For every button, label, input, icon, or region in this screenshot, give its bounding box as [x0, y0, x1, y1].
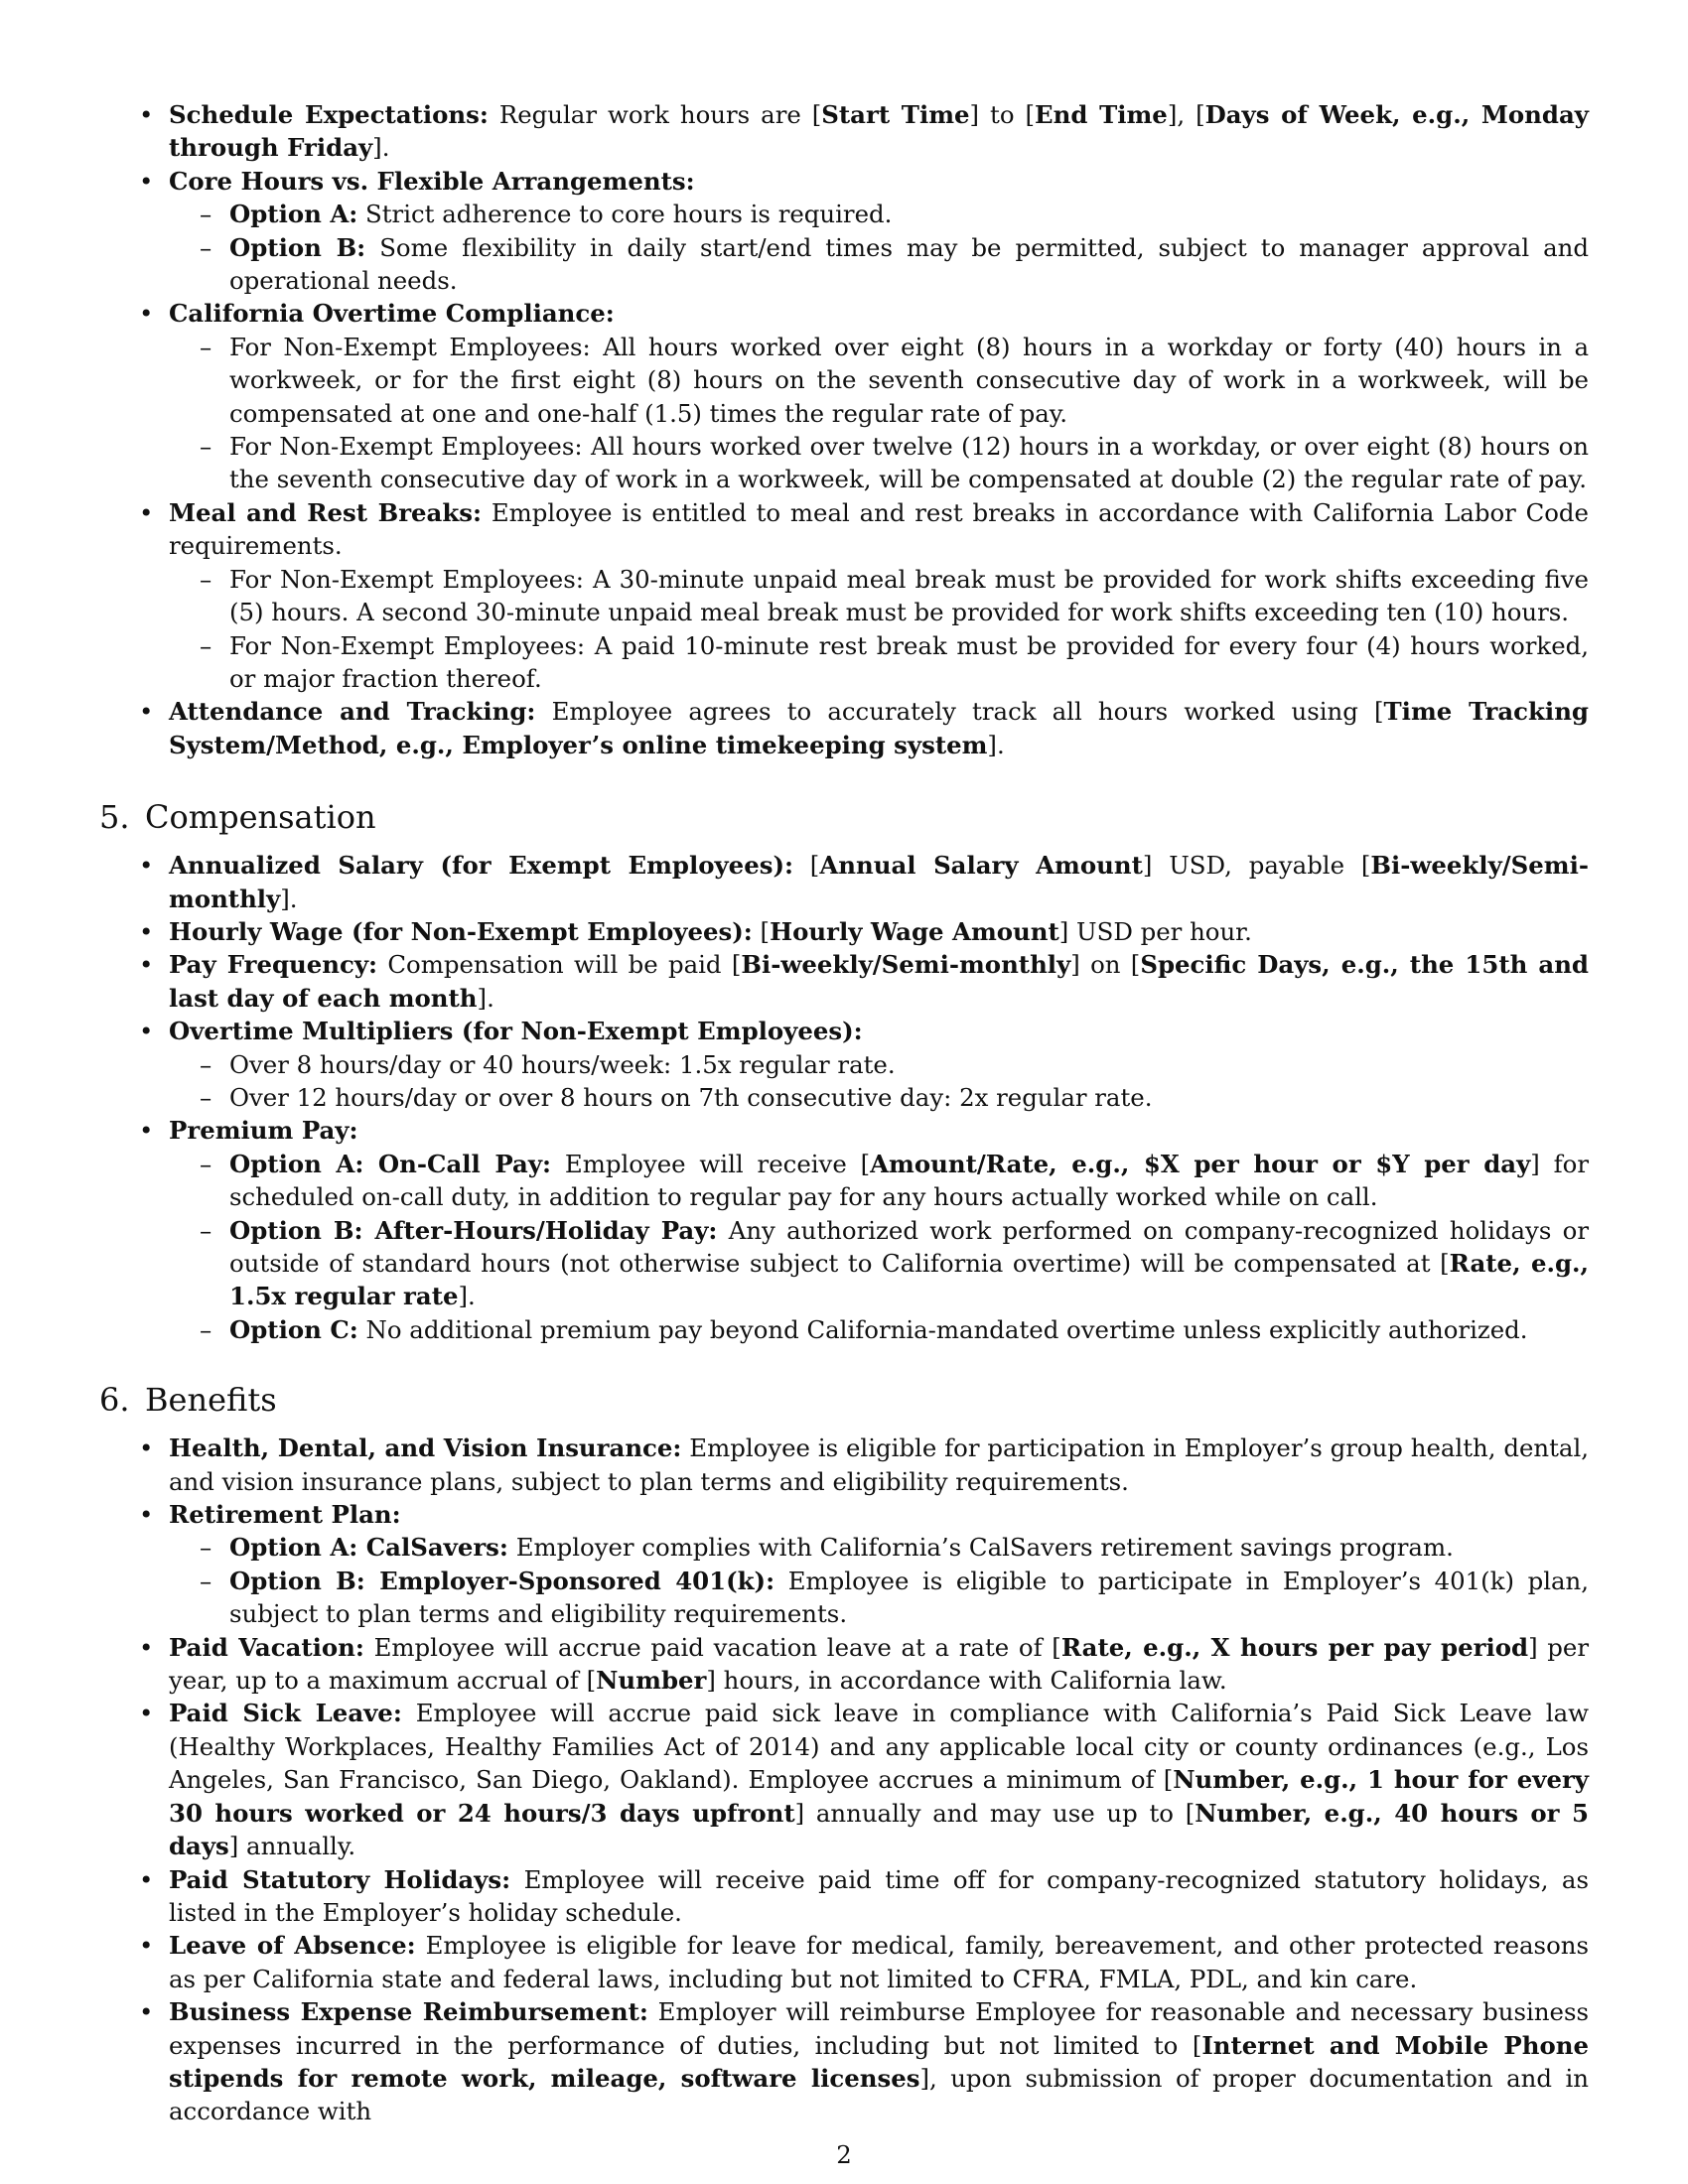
list-item [169, 1498, 1589, 1631]
placeholder-field: Number, e.g., 1 hour for every 30 hours worked or 24 hours/3 days upfront [169, 1765, 1589, 1828]
placeholder-field: Annual Salary Amount [819, 851, 1143, 881]
list-item [169, 1114, 1589, 1346]
item-label: Core Hours vs. Flexible Arrangements: [169, 166, 695, 196]
list-item: • Paid Statutory Holidays: Employee will receive paid time off for company-recognized statutory holidays, as listed in the Employer’s holiday schedule. [169, 1863, 1589, 1930]
sub-list-item: – Over 12 hours/day or over 8 hours on 7th consecutive day: 2x regular rate. [229, 1081, 1589, 1114]
item-label: Hourly Wage (for Non-Exempt Employees): [169, 916, 753, 946]
sub-list-item: – For Non-Exempt Employees: All hours worked over eight (8) hours in a workday or forty (40) hours in a workweek, or for the first eight (8) hours on the seventh consecutive day of work in a workweek, will be compensated at one and one-half (1.5) times the regular rate of pay. [229, 331, 1589, 430]
item-label: Overtime Multipliers (for Non-Exempt Employees): [169, 1017, 863, 1046]
list-item: • Pay Frequency: Compensation will be paid [Bi-weekly/Semi-monthly] on [Specific Days, e.g., the 15th and last day of each month]. [169, 948, 1589, 1015]
list-item: • Health, Dental, and Vision Insurance: Employee is eligible for participation in Employer’s group health, dental, and vision insurance plans, subject to plan terms and eligibility requirements. [169, 1432, 1589, 1498]
benefits-list [99, 1432, 1589, 2128]
list-item: • Business Expense Reimbursement: Employer will reimburse Employee for reasonable and necessary business expenses incurred in the performance of duties, including but not limited to [Internet and Mobile Phone stipends for remote work, mileage, software licenses], upon submission of proper documentation and in accordance with [169, 1995, 1589, 2128]
schedule-list [99, 98, 1589, 761]
list-item: • Schedule Expectations: Regular work hours are [Start Time] to [End Time], [Days of Week, e.g., Monday through Friday]. [169, 98, 1589, 165]
list-item: • Leave of Absence: Employee is eligible for leave for medical, family, bereavement, and other protected reasons as per California state and federal laws, including but not limited to CFRA, FMLA, PDL, and kin care. [169, 1929, 1589, 1995]
sub-list [169, 563, 1589, 696]
list-item: • Hourly Wage (for Non-Exempt Employees): [Hourly Wage Amount] USD per hour. [169, 915, 1589, 948]
compensation-list [99, 849, 1589, 1346]
item-label: Retirement Plan: [169, 1500, 401, 1530]
sub-list-item: – Option B: Some flexibility in daily start/end times may be permitted, subject to manager approval and operational needs. [229, 231, 1589, 298]
section-heading-compensation: 5. Compensation [99, 798, 376, 837]
item-label: Attendance and Tracking: [169, 697, 536, 727]
item-label: Meal and Rest Breaks: [169, 497, 482, 527]
placeholder-field: Bi-weekly/Semi-monthly [741, 950, 1071, 980]
placeholder-field: Internet and Mobile Phone stipends for remote work, mileage, software licenses [169, 2030, 1590, 2093]
item-label: Business Expense Reimbursement: [169, 1997, 648, 2027]
sub-list [169, 198, 1589, 297]
placeholder-field: Days of Week, e.g., Monday through Friday [169, 100, 1589, 163]
list-item: • Attendance and Tracking: Employee agrees to accurately track all hours worked using [Time Tracking System/Method, e.g., Employer’s online timekeeping system]. [169, 695, 1589, 761]
page-content [99, 98, 1589, 2128]
sub-list [169, 1148, 1589, 1346]
page-number: 2 [836, 2140, 852, 2169]
sub-list-item: – Option B: Employer-Sponsored 401(k): Employee is eligible to participate in Employer’s 401(k) plan, subject to plan terms and eligibility requirements. [229, 1565, 1589, 1631]
sub-list-item: – Option A: On-Call Pay: Employee will receive [Amount/Rate, e.g., $X per hour or $Y per day] for scheduled on-call duty, in addition to regular pay for any hours actually worked while on call. [229, 1148, 1589, 1214]
placeholder-field: End Time [1035, 100, 1168, 129]
sub-list-item: – Over 8 hours/day or 40 hours/week: 1.5x regular rate. [229, 1048, 1589, 1081]
item-label: Paid Statutory Holidays: [169, 1864, 511, 1894]
list-item: • Paid Vacation: Employee will accrue paid vacation leave at a rate of [Rate, e.g., X hours per pay period] per year, up to a maximum accrual of [Number] hours, in accordance with California law. [169, 1631, 1589, 1698]
placeholder-field: Rate, e.g., 1.5x regular rate [229, 1249, 1589, 1311]
placeholder-field: Bi-weekly/Semi-monthly [169, 851, 1589, 913]
sub-list-item: – Option A: CalSavers: Employer complies with California’s CalSavers retirement savings program. [229, 1531, 1589, 1564]
list-item: • Annualized Salary (for Exempt Employees): [Annual Salary Amount] USD, payable [Bi-weekly/Semi-monthly]. [169, 849, 1589, 915]
item-label: Paid Vacation: [169, 1632, 364, 1662]
placeholder-field: Number [596, 1666, 707, 1696]
item-label: Annualized Salary (for Exempt Employees): [169, 851, 793, 881]
list-item [169, 297, 1589, 495]
item-label: California Overtime Compliance: [169, 299, 615, 329]
placeholder-field: Specific Days, e.g., the 15th and last day of each month [169, 950, 1589, 1013]
list-item: • Paid Sick Leave: Employee will accrue paid sick leave in compliance with California’s Paid Sick Leave law (Healthy Workplaces, Healthy Families Act of 2014) and any applicable local city or county ordinances (e.g., Los Angeles, San Francisco, San Diego, Oakland). Employee accrues a minimum of [Number, e.g., 1 hour for every 30 hours worked or 24 hours/3 days upfront] annually and may use up to [Number, e.g., 40 hours or 5 days] annually. [169, 1697, 1589, 1862]
sub-list-item: – Option C: No additional premium pay beyond California-mandated overtime unless explicitly authorized. [229, 1313, 1589, 1346]
placeholder-field: Start Time [821, 100, 970, 129]
list-item: • Meal and Rest Breaks: Employee is entitled to meal and rest breaks in accordance with California Labor Code requirements. – For Non-Exempt Employees: A 30-minute unpaid meal break must be provided for work shifts exceeding five (5) hours. A second 30-minute unpaid meal break must be provided for work shifts exceeding ten (10) hours. – For Non-Exempt Employees: A paid 10-minute rest break must be provided for every four (4) hours worked, or major fraction thereof. [169, 496, 1589, 695]
item-label: Paid Sick Leave: [169, 1699, 402, 1728]
sub-list-item: – For Non-Exempt Employees: A 30-minute unpaid meal break must be provided for work shifts exceeding five (5) hours. A second 30-minute unpaid meal break must be provided for work shifts exceeding ten (10) hours. [229, 563, 1589, 629]
sub-list-item: – For Non-Exempt Employees: All hours worked over twelve (12) hours in a workday, or over eight (8) hours on the seventh consecutive day of work in a workweek, will be compensated at double (2) the regular rate of pay. [229, 430, 1589, 496]
sub-list [169, 1531, 1589, 1630]
item-label: Pay Frequency: [169, 950, 378, 980]
placeholder-field: Number, e.g., 40 hours or 5 days [169, 1798, 1589, 1861]
placeholder-field: Hourly Wage Amount [770, 916, 1059, 946]
placeholder-field: Time Tracking System/Method, e.g., Employer’s online timekeeping system [169, 697, 1589, 759]
sub-list-item: – Option B: After-Hours/Holiday Pay: Any authorized work performed on company-recognized holidays or outside of standard hours (not otherwise subject to California overtime) will be compensated at [Rate, e.g., 1.5x regular rate]. [229, 1214, 1589, 1313]
placeholder-field: Amount/Rate, e.g., $X per hour or $Y per day [870, 1149, 1531, 1178]
item-label: Premium Pay: [169, 1116, 358, 1146]
item-label: Leave of Absence: [169, 1931, 416, 1961]
sub-list [169, 331, 1589, 496]
placeholder-field: Rate, e.g., X hours per pay period [1060, 1632, 1529, 1662]
sub-list-item: – Option A: Strict adherence to core hours is required. [229, 198, 1589, 230]
sub-list [169, 1048, 1589, 1115]
item-label: Health, Dental, and Vision Insurance: [169, 1433, 682, 1463]
item-label: Schedule Expectations: [169, 100, 489, 129]
list-item [169, 1015, 1589, 1114]
section-heading-benefits: 6. Benefits [99, 1381, 277, 1420]
list-item [169, 165, 1589, 298]
sub-list-item: – For Non-Exempt Employees: A paid 10-minute rest break must be provided for every four (4) hours worked, or major fraction thereof. [229, 629, 1589, 696]
